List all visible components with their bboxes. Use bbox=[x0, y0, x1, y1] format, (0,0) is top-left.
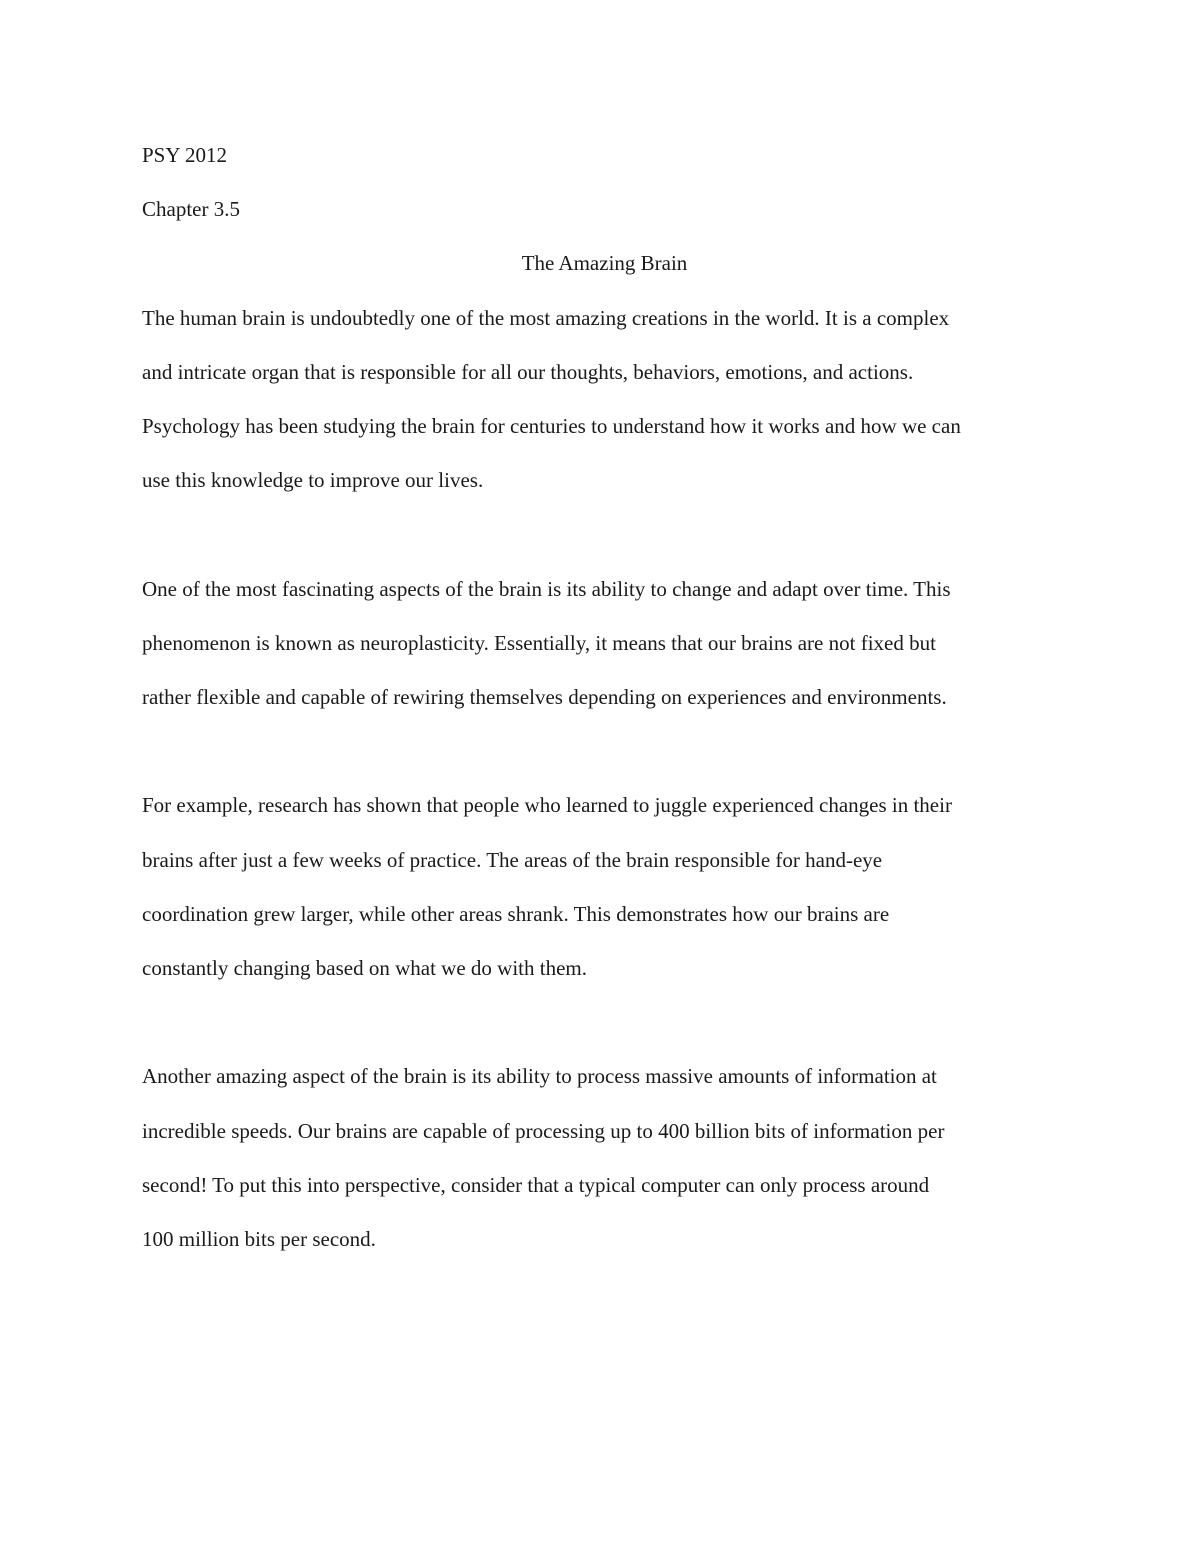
paragraph-line: For example, research has shown that people who learned to juggle experienced changes in their bbox=[142, 793, 952, 818]
paragraph-neuroplasticity bbox=[142, 562, 1067, 725]
paragraph-intro bbox=[142, 291, 1067, 508]
chapter-label: Chapter 3.5 bbox=[142, 197, 240, 222]
paragraph-line: incredible speeds. Our brains are capable of processing up to 400 billion bits of information per bbox=[142, 1118, 945, 1143]
paragraph-processing-speed bbox=[142, 1049, 1067, 1266]
paragraph-line: use this knowledge to improve our lives. bbox=[142, 468, 484, 493]
paragraph-line: brains after just a few weeks of practice. The areas of the brain responsible for hand-eye bbox=[142, 847, 883, 872]
paragraph-juggling-example bbox=[142, 778, 1067, 995]
paragraph-line: coordination grew larger, while other areas shrank. This demonstrates how our brains are bbox=[142, 901, 890, 926]
paragraph-spacer bbox=[142, 724, 1067, 778]
paragraph-line: second! To put this into perspective, consider that a typical computer can only process around bbox=[142, 1172, 930, 1197]
paragraph-line: phenomenon is known as neuroplasticity. Essentially, it means that our brains are not fixed but bbox=[142, 630, 936, 655]
paragraph-line: One of the most fascinating aspects of the brain is its ability to change and adapt over time. This bbox=[142, 576, 951, 601]
paragraph-line: The human brain is undoubtedly one of the most amazing creations in the world. It is a complex bbox=[142, 305, 950, 330]
paragraph-line: constantly changing based on what we do with them. bbox=[142, 956, 587, 981]
paragraph-line: 100 million bits per second. bbox=[142, 1227, 376, 1252]
paragraph-line: and intricate organ that is responsible for all our thoughts, behaviors, emotions, and actions. bbox=[142, 359, 914, 384]
paragraph-spacer bbox=[142, 507, 1067, 561]
course-code: PSY 2012 bbox=[142, 143, 227, 167]
paragraph-spacer bbox=[142, 995, 1067, 1049]
document-title: The Amazing Brain bbox=[521, 251, 688, 276]
paragraph-line: Psychology has been studying the brain for centuries to understand how it works and how we can bbox=[142, 414, 961, 439]
paragraph-line: Another amazing aspect of the brain is its ability to process massive amounts of information at bbox=[142, 1064, 937, 1089]
paragraph-line: rather flexible and capable of rewiring themselves depending on experiences and environments. bbox=[142, 685, 947, 710]
document-body bbox=[142, 128, 1067, 1266]
